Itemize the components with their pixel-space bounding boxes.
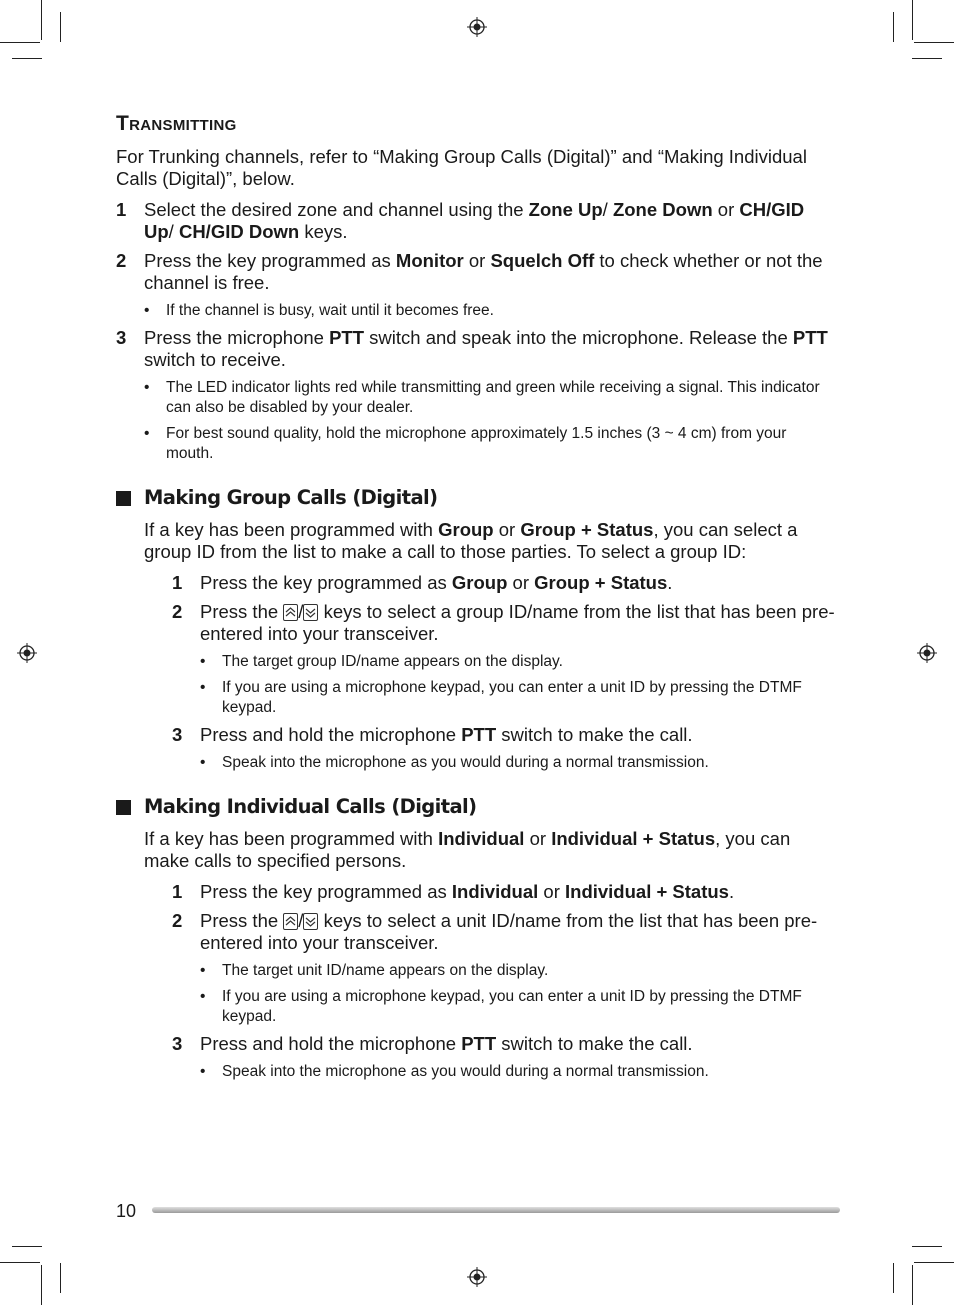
bullet-text: If the channel is busy, wait until it becomes free. [166,302,494,319]
key-label: PTT [792,327,828,348]
step-text: switch to make the call. [496,724,693,745]
step-number: 3 [116,327,127,348]
step-item [144,910,836,954]
step-text: switch and speak into the microphone. Release the [364,327,793,348]
key-label: PTT [461,1033,497,1054]
step-text: / [602,199,613,220]
step-number: 2 [172,601,183,622]
intro-text: If a key has been programmed with [144,519,439,540]
crop-mark [12,58,42,59]
step-text: Press and hold the microphone [200,724,462,745]
bullet-item [116,378,836,418]
bullet-dot: • [144,379,150,396]
key-label: CH/GID Up [144,199,805,242]
bullet-dot: • [144,425,150,442]
crop-mark [893,1263,894,1293]
step-item [144,724,836,746]
step-number: 2 [116,250,127,271]
section-heading-group-calls [116,486,836,509]
step-text: / [168,221,179,242]
key-label: Group + Status [534,572,668,593]
key-label: PTT [329,327,365,348]
square-bullet-icon [116,800,131,815]
key-label: Individual + Status [551,828,716,849]
step-text: . [667,572,673,593]
bullet-text: The target group ID/name appears on the display. [222,653,563,670]
step-number: 1 [172,881,183,902]
crop-mark [912,1265,913,1305]
transmitting-intro: For Trunking channels, refer to “Making Group Calls (Digital)” and “Making Individual Calls (Digital)”, below. [116,146,807,189]
crop-mark [912,1246,942,1247]
key-label: Group [438,519,494,540]
step-number: 2 [172,910,183,931]
step-text: / [298,601,304,622]
bullet-text: If you are using a microphone keypad, you can enter a unit ID by pressing the DTMF keypad. [222,988,802,1025]
step-item [144,1033,836,1055]
crop-mark [912,58,942,59]
crop-mark [912,0,913,40]
step-text: . [728,881,735,902]
registration-mark-icon [17,643,37,663]
intro-text: , you can make calls to specified persons. [144,828,791,871]
section-heading-text: Making Group Calls (Digital) [144,486,438,509]
step-item [144,572,836,594]
step-text: Press the microphone [144,327,330,348]
step-text: or [507,572,535,593]
step-text: or [538,881,565,902]
square-bullet-icon [116,491,131,506]
group-calls-section [116,519,836,773]
bullet-item [144,987,836,1027]
intro-text: , you can select a group ID from the list to make a call to those parties. To select a group ID: [144,519,798,562]
step-item [116,327,836,371]
chevron-down-key-icon [303,913,318,930]
crop-mark [41,0,42,40]
bullet-dot: • [200,1063,206,1080]
step-text: Press the key programmed as [200,881,452,902]
step-text: keys to select a unit ID/name from the list that has been pre-entered into your transceiver. [200,910,818,953]
crop-mark [893,12,894,42]
bullet-dot: • [200,679,206,696]
key-label: Individual + Status [565,881,729,902]
intro-text: or [524,828,552,849]
crop-mark [41,1265,42,1305]
section-heading-individual-calls [116,795,836,818]
step-text: Press the key programmed as [144,250,396,271]
registration-mark-icon [917,643,937,663]
bullet-dot: • [200,754,206,771]
crop-mark [60,12,61,42]
page-content [116,112,836,1088]
bullet-dot: • [200,988,206,1005]
bullet-item [144,678,836,718]
intro-text: or [493,519,521,540]
crop-mark [0,1262,40,1263]
key-label: Group + Status [520,519,654,540]
crop-mark [12,1246,42,1247]
step-item [144,881,836,903]
bullet-item [144,753,836,773]
step-number: 3 [172,1033,183,1054]
step-text: Press and hold the microphone [200,1033,462,1054]
key-label: Monitor [395,250,464,271]
step-item [116,250,836,294]
bullet-dot: • [200,653,206,670]
bullet-item [144,652,836,672]
step-text: to check whether or not the channel is free. [144,250,823,293]
bullet-text: The LED indicator lights red while transmitting and green while receiving a signal. This indicator can also be disabled by your dealer. [166,379,820,416]
bullet-item [144,1062,836,1082]
step-text: switch to make the call. [496,1033,693,1054]
bullet-text: For best sound quality, hold the microphone approximately 1.5 inches (3 ~ 4 cm) from your mouth. [166,425,787,462]
key-label: Individual [438,828,525,849]
bullet-dot: • [144,302,150,319]
crop-mark [60,1263,61,1293]
intro-text: If a key has been programmed with [144,828,439,849]
key-label: Squelch Off [490,250,595,271]
key-label: PTT [461,724,497,745]
bullet-item [144,961,836,981]
step-item [116,199,836,243]
chevron-up-key-icon [283,913,298,930]
step-text: or [712,199,740,220]
step-text: keys to select a group ID/name from the list that has been pre-entered into your transceiver. [200,601,835,644]
bullet-item [116,301,836,321]
bullet-dot: • [200,962,206,979]
step-text: switch to receive. [144,349,286,370]
bullet-text: The target unit ID/name appears on the display. [222,962,549,979]
chevron-up-key-icon [283,604,298,621]
registration-mark-icon [467,17,487,37]
chevron-down-key-icon [303,604,318,621]
crop-mark [0,42,40,43]
crop-mark [914,1262,954,1263]
step-number: 1 [172,572,183,593]
step-item [144,601,836,645]
step-text: Press the [200,910,284,931]
key-label: Individual [451,881,539,902]
step-text: Select the desired zone and channel using the [144,199,529,220]
key-label: Zone Down [612,199,713,220]
crop-mark [914,42,954,43]
step-number: 3 [172,724,183,745]
bullet-text: Speak into the microphone as you would during a normal transmission. [222,754,709,771]
footer-rule [152,1207,840,1213]
bullet-text: Speak into the microphone as you would during a normal transmission. [222,1063,709,1080]
key-label: CH/GID Down [178,221,300,242]
step-text: Press the key programmed as [200,572,452,593]
step-text: or [463,250,491,271]
bullet-text: If you are using a microphone keypad, you can enter a unit ID by pressing the DTMF keypad. [222,679,802,716]
page-number: 10 [116,1201,137,1221]
step-text: Press the [200,601,284,622]
individual-calls-section [116,828,836,1082]
step-text: keys. [299,221,348,242]
individual-intro [144,828,836,872]
bullet-item [116,424,836,464]
section-heading-text: Making Individual Calls (Digital) [144,795,477,818]
section-heading-transmitting: Transmitting [116,112,237,135]
key-label: Group [451,572,508,593]
key-label: Zone Up [528,199,603,220]
group-intro [144,519,836,563]
step-text: / [298,910,304,931]
step-number: 1 [116,199,127,220]
registration-mark-icon [467,1267,487,1287]
